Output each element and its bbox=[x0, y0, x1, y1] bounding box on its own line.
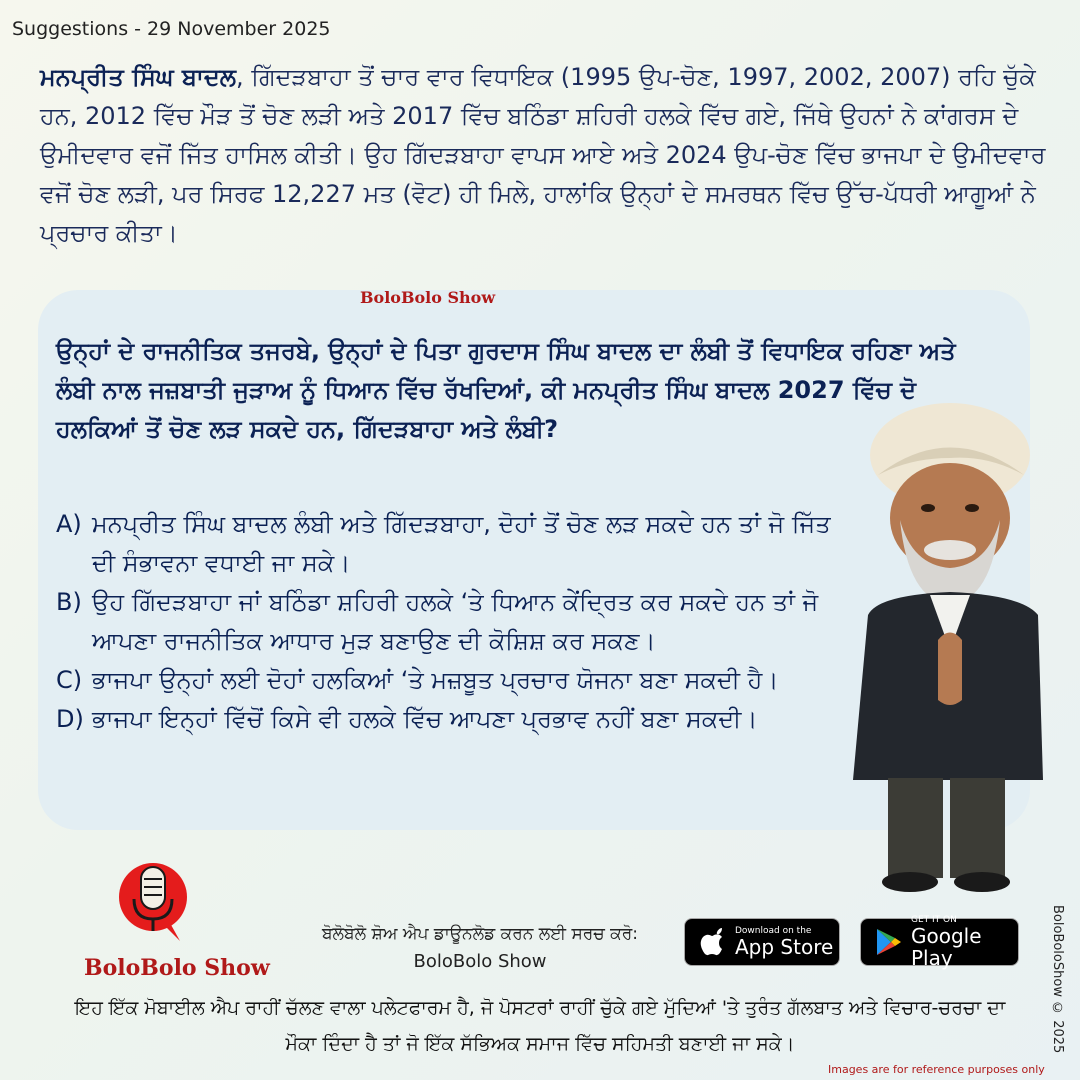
option-text: ਉਹ ਗਿੱਦੜਬਾਹਾ ਜਾਂ ਬਠਿੰਡਾ ਸ਼ਹਿਰੀ ਹਲਕੇ ‘ਤੇ ਧਿਆਨ ਕੇਂਦ੍ਰਿਤ ਕਰ ਸਕਦੇ ਹਨ ਤਾਂ ਜੋ ਆਪਣਾ ਰਾਜਨੀਤਿਕ ਆਧਾਰ ਮੁੜ ਬਣਾਉਣ ਦੀ ਕੋਸ਼ਿਸ਼ ਕਰ ਸਕਣ। bbox=[92, 588, 819, 655]
intro-name: ਮਨਪ੍ਰੀਤ ਸਿੰਘ ਬਾਦਲ bbox=[40, 63, 236, 91]
google-play-button[interactable] bbox=[860, 915, 1019, 970]
footer-text: ਇਹ ਇੱਕ ਮੋਬਾਈਲ ਐਪ ਰਾਹੀਂ ਚੱਲਣ ਵਾਲਾ ਪਲੇਟਫਾਰਮ ਹੈ, ਜੋ ਪੋਸਟਰਾਂ ਰਾਹੀਂ ਚੁੱਕੇ ਗਏ ਮੁੱਦਿਆਂ 'ਤੇ ਤੁਰੰਤ ਗੱਲਬਾਤ ਅਤੇ ਵਿਚਾਰ-ਚਰਚਾ ਦਾ ਮੌਕਾ ਦਿੰਦਾ ਹੈ ਤਾਂ ਜੋ ਇੱਕ ਸੱਭਿਅਕ ਸਮਾਜ ਵਿੱਚ ਸਹਿਮਤੀ ਬਣਾਈ ਜਾ ਸਕੇ। bbox=[74, 997, 1006, 1055]
apple-icon bbox=[695, 925, 729, 959]
option-text: ਮਨਪ੍ਰੀਤ ਸਿੰਘ ਬਾਦਲ ਲੰਬੀ ਅਤੇ ਗਿੱਦੜਬਾਹਾ, ਦੋਹਾਂ ਤੋਂ ਚੋਣ ਲੜ ਸਕਦੇ ਹਨ ਤਾਂ ਜੋ ਜਿੱਤ ਦੀ ਸੰਭਾਵਨਾ ਵਧਾਈ ਜਾ ਸਕੇ। bbox=[92, 510, 831, 577]
intro-paragraph bbox=[40, 58, 1050, 253]
app-store-button[interactable] bbox=[684, 918, 840, 966]
app-store-big: App Store bbox=[735, 935, 834, 959]
google-play-icon bbox=[871, 925, 905, 959]
app-name: BoloBolo Show bbox=[413, 951, 547, 972]
option-text: ਭਾਜਪਾ ਇਨ੍ਹਾਂ ਵਿੱਚੋਂ ਕਿਸੇ ਵੀ ਹਲਕੇ ਵਿੱਚ ਆਪਣਾ ਪ੍ਰਭਾਵ ਨਹੀਂ ਬਣਾ ਸਕਦੀ। bbox=[92, 705, 758, 733]
caricature-figure bbox=[838, 400, 1048, 900]
date-line: Suggestions - 29 November 2025 bbox=[12, 18, 331, 40]
google-small: GET IT ON bbox=[911, 915, 957, 925]
option-b[interactable] bbox=[56, 583, 856, 661]
option-letter: B) bbox=[56, 588, 82, 616]
intro-text: , ਗਿੱਦੜਬਾਹਾ ਤੋਂ ਚਾਰ ਵਾਰ ਵਿਧਾਇਕ (1995 ਉਪ-ਚੋਣ, 1997, 2002, 2007) ਰਹਿ ਚੁੱਕੇ ਹਨ, 2012 ਵਿੱਚ ਮੌੜ ਤੋਂ ਚੋਣ ਲੜੀ ਅਤੇ 2017 ਵਿੱਚ ਬਠਿੰਡਾ ਸ਼ਹਿਰੀ ਹਲਕੇ ਵਿੱਚ ਗਏ, ਜਿੱਥੇ ਉਹਨਾਂ ਨੇ ਕਾਂਗਰਸ ਦੇ ਉਮੀਦਵਾਰ ਵਜੋਂ ਜਿੱਤ ਹਾਸਿਲ ਕੀਤੀ। ਉਹ ਗਿੱਦੜਬਾਹਾ ਵਾਪਸ ਆਏ ਅਤੇ 2024 ਉਪ-ਚੋਣ ਵਿੱਚ ਭਾਜਪਾ ਦੇ ਉਮੀਦਵਾਰ ਵਜੋਂ ਚੋਣ ਲੜੀ, ਪਰ ਸਿਰਫ 12,227 ਮਤ (ਵੋਟ) ਹੀ ਮਿਲੇ, ਹਾਲਾਂਕਿ ਉਨ੍ਹਾਂ ਦੇ ਸਮਰਥਨ ਵਿੱਚ ਉੱਚ-ਪੱਧਰੀ ਆਗੂਆਂ ਨੇ ਪ੍ਰਚਾਰ ਕੀਤਾ। bbox=[40, 63, 1046, 247]
option-text: ਭਾਜਪਾ ਉਨ੍ਹਾਂ ਲਈ ਦੋਹਾਂ ਹਲਕਿਆਂ ‘ਤੇ ਮਜ਼ਬੂਤ ਪ੍ਰਚਾਰ ਯੋਜਨਾ ਬਣਾ ਸਕਦੀ ਹੈ। bbox=[92, 666, 779, 694]
option-letter: A) bbox=[56, 510, 82, 538]
option-a[interactable] bbox=[56, 505, 856, 583]
vertical-credit: BoloBoloShow © 2025 bbox=[1050, 905, 1065, 1054]
show-tag: BoloBolo Show bbox=[360, 288, 496, 307]
logo-text: BoloBolo Show bbox=[84, 955, 270, 981]
download-prompt: ਬੋਲੋਬੋਲੋ ਸ਼ੋਅ ਐਪ ਡਾਊਨਲੋਡ ਕਰਨ ਲਈ ਸਰਚ ਕਰੋ: bbox=[321, 924, 639, 944]
microphone-logo-icon bbox=[108, 855, 198, 945]
app-store-small: Download on the bbox=[735, 926, 812, 936]
option-letter: D) bbox=[56, 705, 84, 733]
google-big: Google Play bbox=[911, 924, 982, 970]
options-list bbox=[56, 505, 856, 739]
disclaimer: Images are for reference purposes only bbox=[828, 1063, 1045, 1076]
option-d[interactable] bbox=[56, 700, 856, 739]
option-c[interactable] bbox=[56, 661, 856, 700]
question-text: ਉਨ੍ਹਾਂ ਦੇ ਰਾਜਨੀਤਿਕ ਤਜਰਬੇ, ਉਨ੍ਹਾਂ ਦੇ ਪਿਤਾ ਗੁਰਦਾਸ ਸਿੰਘ ਬਾਦਲ ਦਾ ਲੰਬੀ ਤੋਂ ਵਿਧਾਇਕ ਰਹਿਣਾ ਅਤੇ ਲੰਬੀ ਨਾਲ ਜਜ਼ਬਾਤੀ ਜੁੜਾਅ ਨੂੰ ਧਿਆਨ ਵਿੱਚ ਰੱਖਦਿਆਂ, ਕੀ ਮਨਪ੍ਰੀਤ ਸਿੰਘ ਬਾਦਲ 2027 ਵਿੱਚ ਦੋ ਹਲਕਿਆਂ ਤੋਂ ਚੋਣ ਲੜ ਸਕਦੇ ਹਨ, ਗਿੱਦੜਬਾਹਾ ਅਤੇ ਲੰਬੀ? bbox=[56, 337, 956, 443]
option-letter: C) bbox=[56, 666, 83, 694]
download-label bbox=[300, 920, 660, 976]
